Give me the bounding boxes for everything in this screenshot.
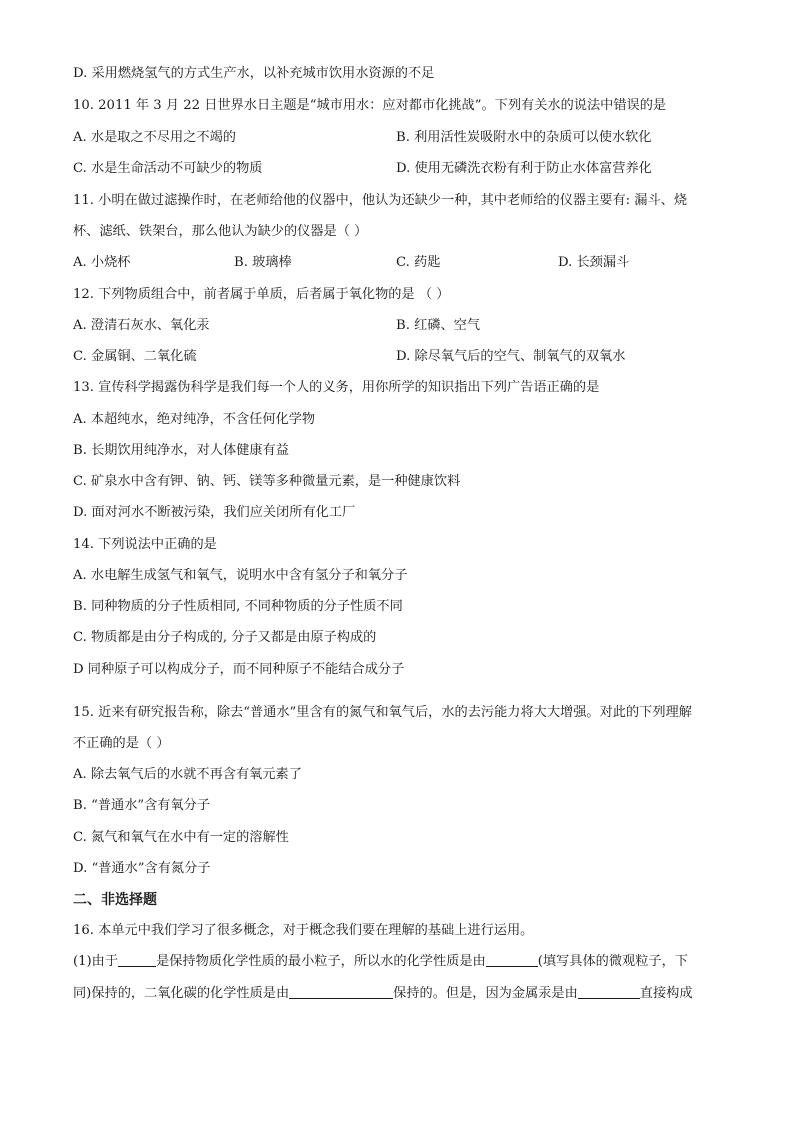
q12-option-c: C. 金属铜、二氧化硫: [73, 349, 197, 364]
answer-blank-4[interactable]: [578, 984, 640, 999]
q16-text-2: 是保持物质化学性质的最小粒子，所以水的化学性质是由: [156, 954, 486, 969]
q10-option-c: C. 水是生命活动不可缺少的物质: [73, 161, 263, 176]
q15-stem-line1: 15. 近来有研究报告称，除去“普通水”里含有的氮气和氧气后，水的去污能力将大大增强。对此的下列理解: [73, 705, 692, 720]
q13-option-a: A. 本超纯水，绝对纯净，不含任何化学物: [73, 412, 316, 427]
q12-stem: 12. 下列物质组合中，前者属于单质，后者属于氧化物的是 （ ）: [73, 287, 450, 302]
q11-stem-line1: 11. 小明在做过滤操作时，在老师给他的仪器中，他认为还缺少一种，其中老师给的仪器主要有: 漏斗、烧: [73, 193, 688, 208]
q14-option-a: A. 水电解生成氢气和氧气，说明水中含有氢分子和氧分子: [73, 568, 408, 583]
q12-option-a: A. 澄清石灰水、氧化汞: [73, 318, 210, 333]
q11-option-d: D. 长颈漏斗: [558, 255, 630, 270]
q13-option-b: B. 长期饮用纯净水，对人体健康有益: [73, 443, 289, 458]
q10-option-b: B. 利用活性炭吸附水中的杂质可以使水软化: [396, 130, 652, 145]
q14-option-b: B. 同种物质的分子性质相同, 不同种物质的分子性质不同: [73, 599, 403, 614]
q12-option-b: B. 红磷、空气: [396, 318, 481, 333]
q16-text-1: (1)由于: [73, 954, 119, 969]
q16-part1-line2: [73, 984, 734, 1004]
q11-stem-line2: 杯、滤纸、铁架台，那么他认为缺少的仪器是（ ）: [73, 224, 368, 239]
q16-text-6: 直接构成: [639, 986, 693, 1001]
q12-option-d: D. 除尽氧气后的空气、制氧气的双氧水: [396, 349, 626, 364]
q10-stem: 10. 2011 年 3 月 22 日世界水日主题是“城市用水：应对都市化挑战”。下列有关水的说法中错误的是: [73, 98, 667, 113]
answer-blank-3[interactable]: [289, 984, 393, 999]
q13-stem: 13. 宣传科学揭露伪科学是我们每一个人的义务，用你所学的知识指出下列广告语正确的是: [73, 380, 600, 395]
q14-option-c: C. 物质都是由分子构成的, 分子又都是由原子构成的: [73, 630, 377, 645]
q13-option-d: D. 面对河水不断被污染，我们应关闭所有化工厂: [73, 505, 356, 520]
q15-option-d: D. “普通水”含有氮分子: [73, 861, 211, 876]
q16-part1-line1: [73, 952, 734, 972]
q10-option-a: A. 水是取之不尽用之不竭的: [73, 130, 236, 145]
q11-option-a: A. 小烧杯: [73, 255, 131, 270]
q15-option-a: A. 除去氧气后的水就不再含有氧元素了: [73, 767, 302, 782]
q13-option-c: C. 矿泉水中含有钾、钠、钙、镁等多种微量元素，是一种健康饮料: [73, 474, 461, 489]
q15-stem-line2: 不正确的是（ ）: [73, 736, 170, 751]
q10-option-d: D. 使用无磷洗衣粉有利于防止水体富营养化: [396, 161, 652, 176]
q15-option-b: B. “普通水”含有氧分子: [73, 798, 211, 813]
q11-option-c: C. 药匙: [396, 255, 441, 270]
q11-option-b: B. 玻璃棒: [234, 255, 292, 270]
q16-text-4: 同)保持的，二氧化碳的化学性质是由: [73, 986, 290, 1001]
q9-option-d: D. 采用燃烧氢气的方式生产水，以补充城市饮用水资源的不足: [73, 66, 435, 81]
answer-blank-2[interactable]: [486, 952, 538, 967]
q15-option-c: C. 氮气和氧气在水中有一定的溶解性: [73, 830, 289, 845]
answer-blank-1[interactable]: [118, 952, 156, 967]
q16-stem: 16. 本单元中我们学习了很多概念，对于概念我们要在理解的基础上进行运用。: [73, 923, 534, 938]
section-heading: 二、非选择题: [73, 892, 157, 908]
q14-option-d: D 同种原子可以构成分子，而不同种原子不能结合成分子: [73, 662, 405, 677]
q16-text-5: 保持的。但是，因为金属汞是由: [393, 986, 578, 1001]
q16-text-3: (填写具体的微观粒子，下: [537, 954, 688, 969]
q14-stem: 14. 下列说法中正确的是: [73, 537, 217, 552]
